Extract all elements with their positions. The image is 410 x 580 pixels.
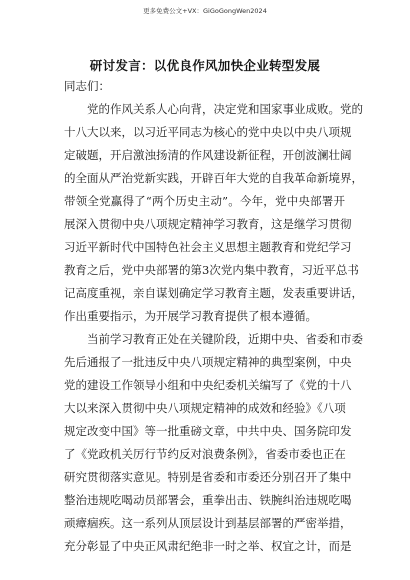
paragraph-line: 习近平新时代中国特色社会主义思想主题教育和党纪学习 (64, 240, 352, 254)
paragraph-line: 十八大以来，以习近平同志为核心的党中央以中央八项规 (64, 125, 352, 139)
paragraph-line: 顽瘴痼疾。这一系列从顶层设计到基层部署的严密举措， (64, 516, 352, 530)
paragraph-line: 研究贯彻落实意见。特别是省委和市委还分别召开了集中 (64, 470, 352, 484)
paragraph-line: 带领全党赢得了“两个历史主动”。今年，党中央部署开 (64, 194, 345, 208)
document-title: 研讨发言：以优良作风加快企业转型发展 (89, 58, 321, 73)
paragraph-line: 党的建设工作领导小组和中央纪委机关编写了《党的十八 (64, 378, 352, 392)
paragraph-line: 的全面从严治党新实践，开辟百年大党的自我革命新境界， (64, 171, 363, 185)
paragraph-line: 整治违规吃喝动员部署会，重拳出击、铁腕纠治违规吃喝 (64, 493, 352, 507)
paragraph-line: 记高度重视，亲自谋划确定学习教育主题，发表重要讲话， (64, 286, 363, 300)
salutation: 同志们： (64, 79, 110, 93)
paragraph-line: 定破题，开启激浊扬清的作风建设新征程，开创波澜壮阔 (64, 148, 352, 162)
paragraph-line: 规定改变中国》等一批重磅文章，中共中央、国务院印发 (64, 424, 352, 438)
paragraph-line: 充分彰显了中央正风肃纪绝非一时之举、权宜之计，而是 (64, 539, 352, 553)
header-note: 更多免费公文+VX：GiGoGongWen2024 (143, 7, 267, 15)
paragraph-line: 党的作风关系人心向背，决定党和国家事业成败。党的 (87, 102, 363, 116)
paragraph-line: 作出重要指示，为开展学习教育提供了根本遵循。 (64, 309, 317, 323)
paragraph-line: 大以来深入贯彻中央八项规定精神的成效和经验》《八项 (64, 401, 346, 415)
paragraph-line: 当前学习教育正处在关键阶段，近期中央、省委和市委 (87, 332, 363, 346)
paragraph-line: 教育之后，党中央部署的第3次党内集中教育，习近平总书 (64, 263, 359, 277)
paragraph-line: 了《党政机关厉行节约反对浪费条例》，省委市委也正在 (64, 447, 346, 461)
paragraph-line: 展深入贯彻中央八项规定精神学习教育，这是继学习贯彻 (64, 217, 352, 231)
paragraph-line: 先后通报了一批违反中央八项规定精神的典型案例，中央 (64, 355, 352, 369)
